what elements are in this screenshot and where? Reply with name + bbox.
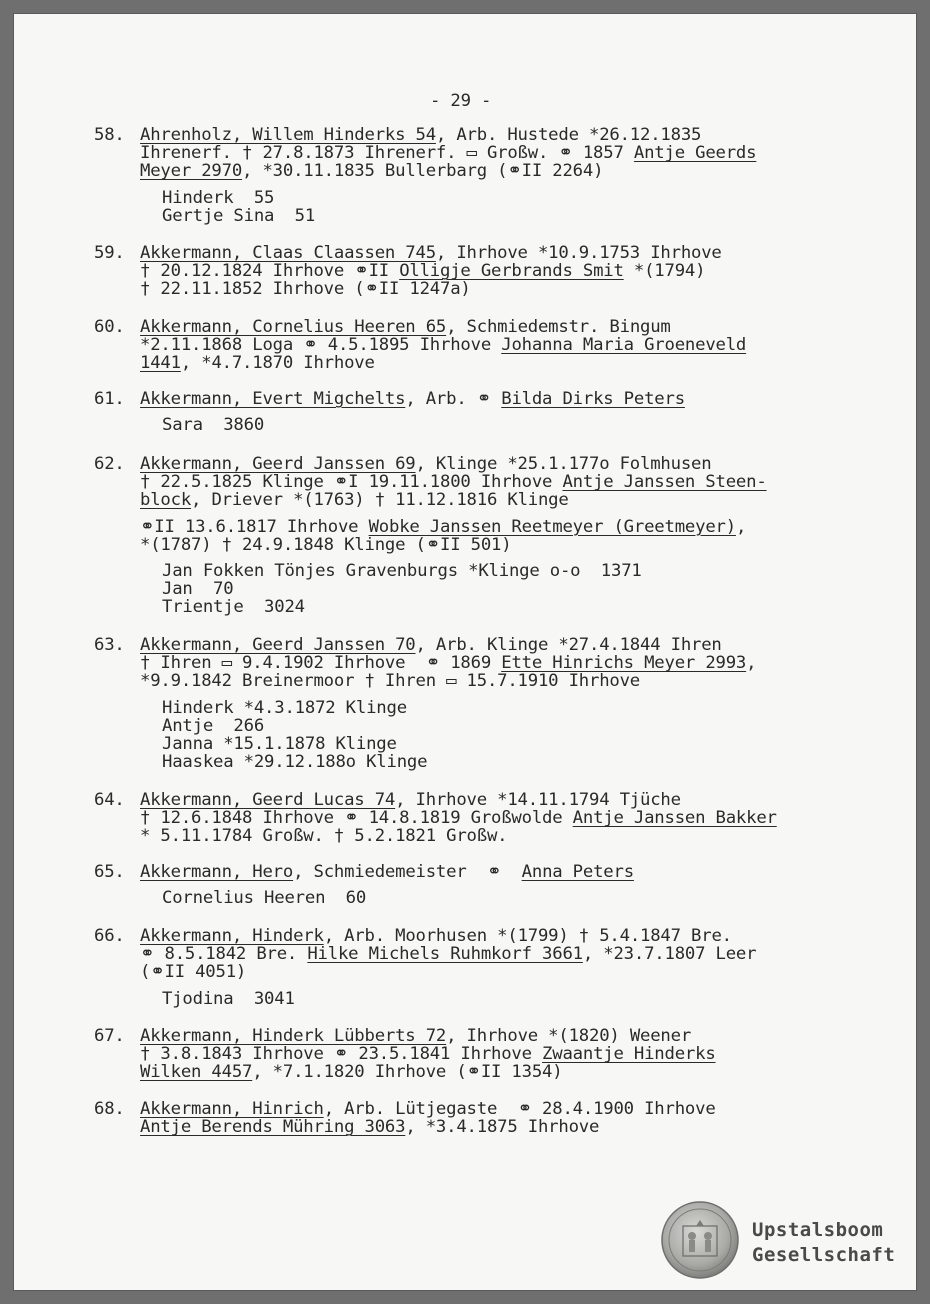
record-line (140, 809, 860, 827)
child-line: Trientje 3024 (162, 597, 305, 618)
record-text: , *4.7.1870 Ihrhove (180, 353, 375, 374)
name-link-text: Zwaantje Hinderks (542, 1044, 716, 1065)
name-link-text: 1441 (140, 353, 181, 374)
child-line: Antje 266 (162, 715, 265, 736)
brand-name (752, 1218, 895, 1268)
entry-body (140, 791, 860, 846)
entry-body (140, 126, 860, 225)
entry-body (140, 244, 860, 299)
name-link-text: Akkermann, Evert Migchelts (140, 389, 406, 409)
name-link-text: Ahrenholz, Willem Hinderks 54 (140, 125, 436, 145)
name-link-text: Wobke Janssen Reetmeyer (Greetmeyer) (368, 516, 736, 537)
record-line (140, 1100, 860, 1118)
record-text: † Ihren ▭ 9.4.1902 Ihrhove ⚭ 1869 (140, 653, 502, 674)
name-link-text: Olligje Gerbrands Smit (399, 261, 624, 282)
name-link-text: Antje Berends Mühring 3063 (140, 1117, 406, 1138)
child-line: Cornelius Heeren 60 (162, 888, 367, 909)
entry-number: 63. (94, 635, 125, 655)
name-link-text: Anna Peters (521, 862, 634, 882)
child-line: Tjodina 3041 (162, 988, 295, 1009)
record-text: *9.9.1842 Breinermoor † Ihren ▭ 15.7.1910 Ihrhove (140, 671, 641, 692)
entry-number: 68. (94, 1099, 125, 1119)
brand-line-1: Upstalsboom (752, 1219, 884, 1241)
child-line: Hinderk 55 (162, 187, 275, 208)
record-text: , *3.4.1875 Ihrhove (405, 1117, 600, 1138)
record-text: , Schmiedemstr. Bingum (446, 317, 671, 337)
child-line: Gertje Sina 51 (162, 205, 316, 226)
record-text: , Ihrhove *14.11.1794 Tjüche (395, 790, 681, 810)
name-link-text: Bilda Dirks Peters (501, 389, 685, 409)
record-text: , *7.1.1820 Ihrhove (⚭II 1354) (252, 1062, 563, 1083)
record-text: , *30.11.1835 Bullerbarg (⚭II 2264) (242, 161, 604, 182)
record-text: (⚭II 4051) (140, 962, 247, 983)
child-line: Hinderk *4.3.1872 Klinge (162, 697, 407, 718)
record-text: , (746, 653, 757, 674)
name-link-text: Akkermann, Hinderk (140, 926, 324, 946)
entry-number: 62. (94, 454, 125, 474)
record-line (140, 455, 860, 473)
record-text: , Ihrhove *10.9.1753 Ihrhove (435, 243, 722, 263)
entry-body (140, 636, 860, 771)
record-text: , Arb. ⚭ (405, 389, 502, 409)
record-text: † 22.5.1825 Klinge ⚭I 19.11.1800 Ihrhove (140, 472, 563, 493)
child-line: Jan Fokken Tönjes Gravenburgs *Klinge o-o 1371 (162, 560, 642, 581)
name-link-text: Akkermann, Hinrich (140, 1099, 324, 1119)
record-line (140, 536, 860, 554)
record-line (140, 473, 860, 491)
record-line (140, 636, 860, 654)
seal-icon (660, 1200, 740, 1280)
record-line (140, 280, 860, 298)
record-line (140, 354, 860, 372)
record-text: , Arb. Moorhusen *(1799) † 5.4.1847 Bre. (323, 926, 732, 946)
record-line (140, 336, 860, 354)
name-link-text: block (140, 490, 192, 511)
entry-body (140, 927, 860, 1008)
record-line (140, 1118, 860, 1136)
entry-number: 64. (94, 790, 125, 810)
record-line (140, 144, 860, 162)
brand-line-2: Gesellschaft (752, 1244, 896, 1266)
record-text: , Arb. Hustede *26.12.1835 (435, 125, 702, 145)
name-link-text: Ette Hinrichs Meyer 2993 (501, 653, 747, 674)
record-line (140, 126, 860, 144)
entry-number: 59. (94, 243, 125, 263)
record-text: † 22.11.1852 Ihrhove (⚭II 1247a) (140, 279, 471, 300)
name-link-text: Meyer 2970 (140, 161, 243, 182)
record-text: ⚭II 13.6.1817 Ihrhove (140, 516, 369, 537)
record-line (140, 654, 860, 672)
record-text: , Schmiedemeister ⚭ (293, 862, 522, 882)
entry-body (140, 390, 860, 434)
record-line (140, 162, 860, 180)
record-line (140, 491, 860, 509)
entry-number: 58. (94, 125, 125, 145)
entry-number: 65. (94, 862, 125, 882)
name-link-text: Akkermann, Claas Claassen 745 (140, 243, 436, 263)
entry-body (140, 455, 860, 617)
name-link-text: Akkermann, Hinderk Lübberts 72 (140, 1026, 447, 1046)
record-text: , *23.7.1807 Leer (582, 944, 757, 965)
record-text: ⚭ 8.5.1842 Bre. (140, 944, 308, 965)
record-line (140, 1027, 860, 1045)
entry-number: 67. (94, 1026, 125, 1046)
name-link-text: Akkermann, Geerd Janssen 69 (140, 454, 416, 474)
record-line (140, 945, 860, 963)
name-link-text: Antje Geerds (633, 143, 757, 164)
record-line (140, 672, 860, 690)
record-text: , Arb. Klinge *27.4.1844 Ihren (415, 635, 722, 655)
record-text: † 12.6.1848 Ihrhove ⚭ 14.8.1819 Großwolde (140, 808, 573, 829)
entry-number: 61. (94, 389, 125, 409)
name-link-text: Antje Janssen Bakker (572, 808, 777, 829)
name-link-text: Antje Janssen Steen- (562, 472, 767, 493)
entry-body (140, 863, 860, 907)
name-link-text: Akkermann, Cornelius Heeren 65 (140, 317, 447, 337)
name-link-text: Johanna Maria Groeneveld (501, 335, 747, 356)
child-line: Haaskea *29.12.188o Klinge (162, 752, 428, 773)
entry-body (140, 318, 860, 373)
name-link-text: Akkermann, Geerd Lucas 74 (140, 790, 396, 810)
record-text: , Driever *(1763) † 11.12.1816 Klinge (191, 490, 569, 511)
name-link-text: Wilken 4457 (140, 1062, 253, 1083)
record-text: * 5.11.1784 Großw. † 5.2.1821 Großw. (140, 826, 508, 847)
record-text: † 3.8.1843 Ihrhove ⚭ 23.5.1841 Ihrhove (140, 1044, 543, 1065)
record-line (140, 318, 860, 336)
entry-body (140, 1100, 860, 1136)
record-line (140, 390, 860, 408)
record-text: *(1787) † 24.9.1848 Klinge (⚭II 501) (140, 534, 512, 555)
entry-number: 66. (94, 926, 125, 946)
child-line: Janna *15.1.1878 Klinge (162, 733, 397, 754)
record-line (140, 244, 860, 262)
record-line (140, 518, 860, 536)
record-text: , (735, 516, 747, 537)
record-line (140, 863, 860, 881)
record-line (140, 1045, 860, 1063)
record-line (140, 791, 860, 809)
record-line (140, 262, 860, 280)
record-text: , Arb. Lütjegaste ⚭ 28.4.1900 Ihrhove (323, 1099, 716, 1119)
record-text: , Klinge *25.1.177o Folmhusen (415, 454, 712, 474)
child-line: Sara 3860 (162, 415, 265, 436)
record-line (140, 927, 860, 945)
name-link-text: Hilke Michels Ruhmkorf 3661 (307, 944, 583, 965)
record-text: Ihrenerf. † 27.8.1873 Ihrenerf. ▭ Großw. ⚭ 1857 (140, 143, 634, 164)
record-text: , Ihrhove *(1820) Weener (446, 1026, 692, 1046)
name-link-text: Akkermann, Hero (140, 862, 294, 882)
entry-number: 60. (94, 317, 125, 337)
record-text: † 20.12.1824 Ihrhove ⚭II (140, 261, 400, 282)
name-link-text: Akkermann, Geerd Janssen 70 (140, 635, 416, 655)
record-text: *(1794) (623, 261, 706, 282)
child-line: Jan 70 (162, 579, 234, 600)
record-line (140, 827, 860, 845)
record-line (140, 963, 860, 981)
record-line (140, 1063, 860, 1081)
page-number: - 29 - (430, 91, 492, 111)
record-text: *2.11.1868 Loga ⚭ 4.5.1895 Ihrhove (140, 335, 502, 356)
entry-body (140, 1027, 860, 1082)
